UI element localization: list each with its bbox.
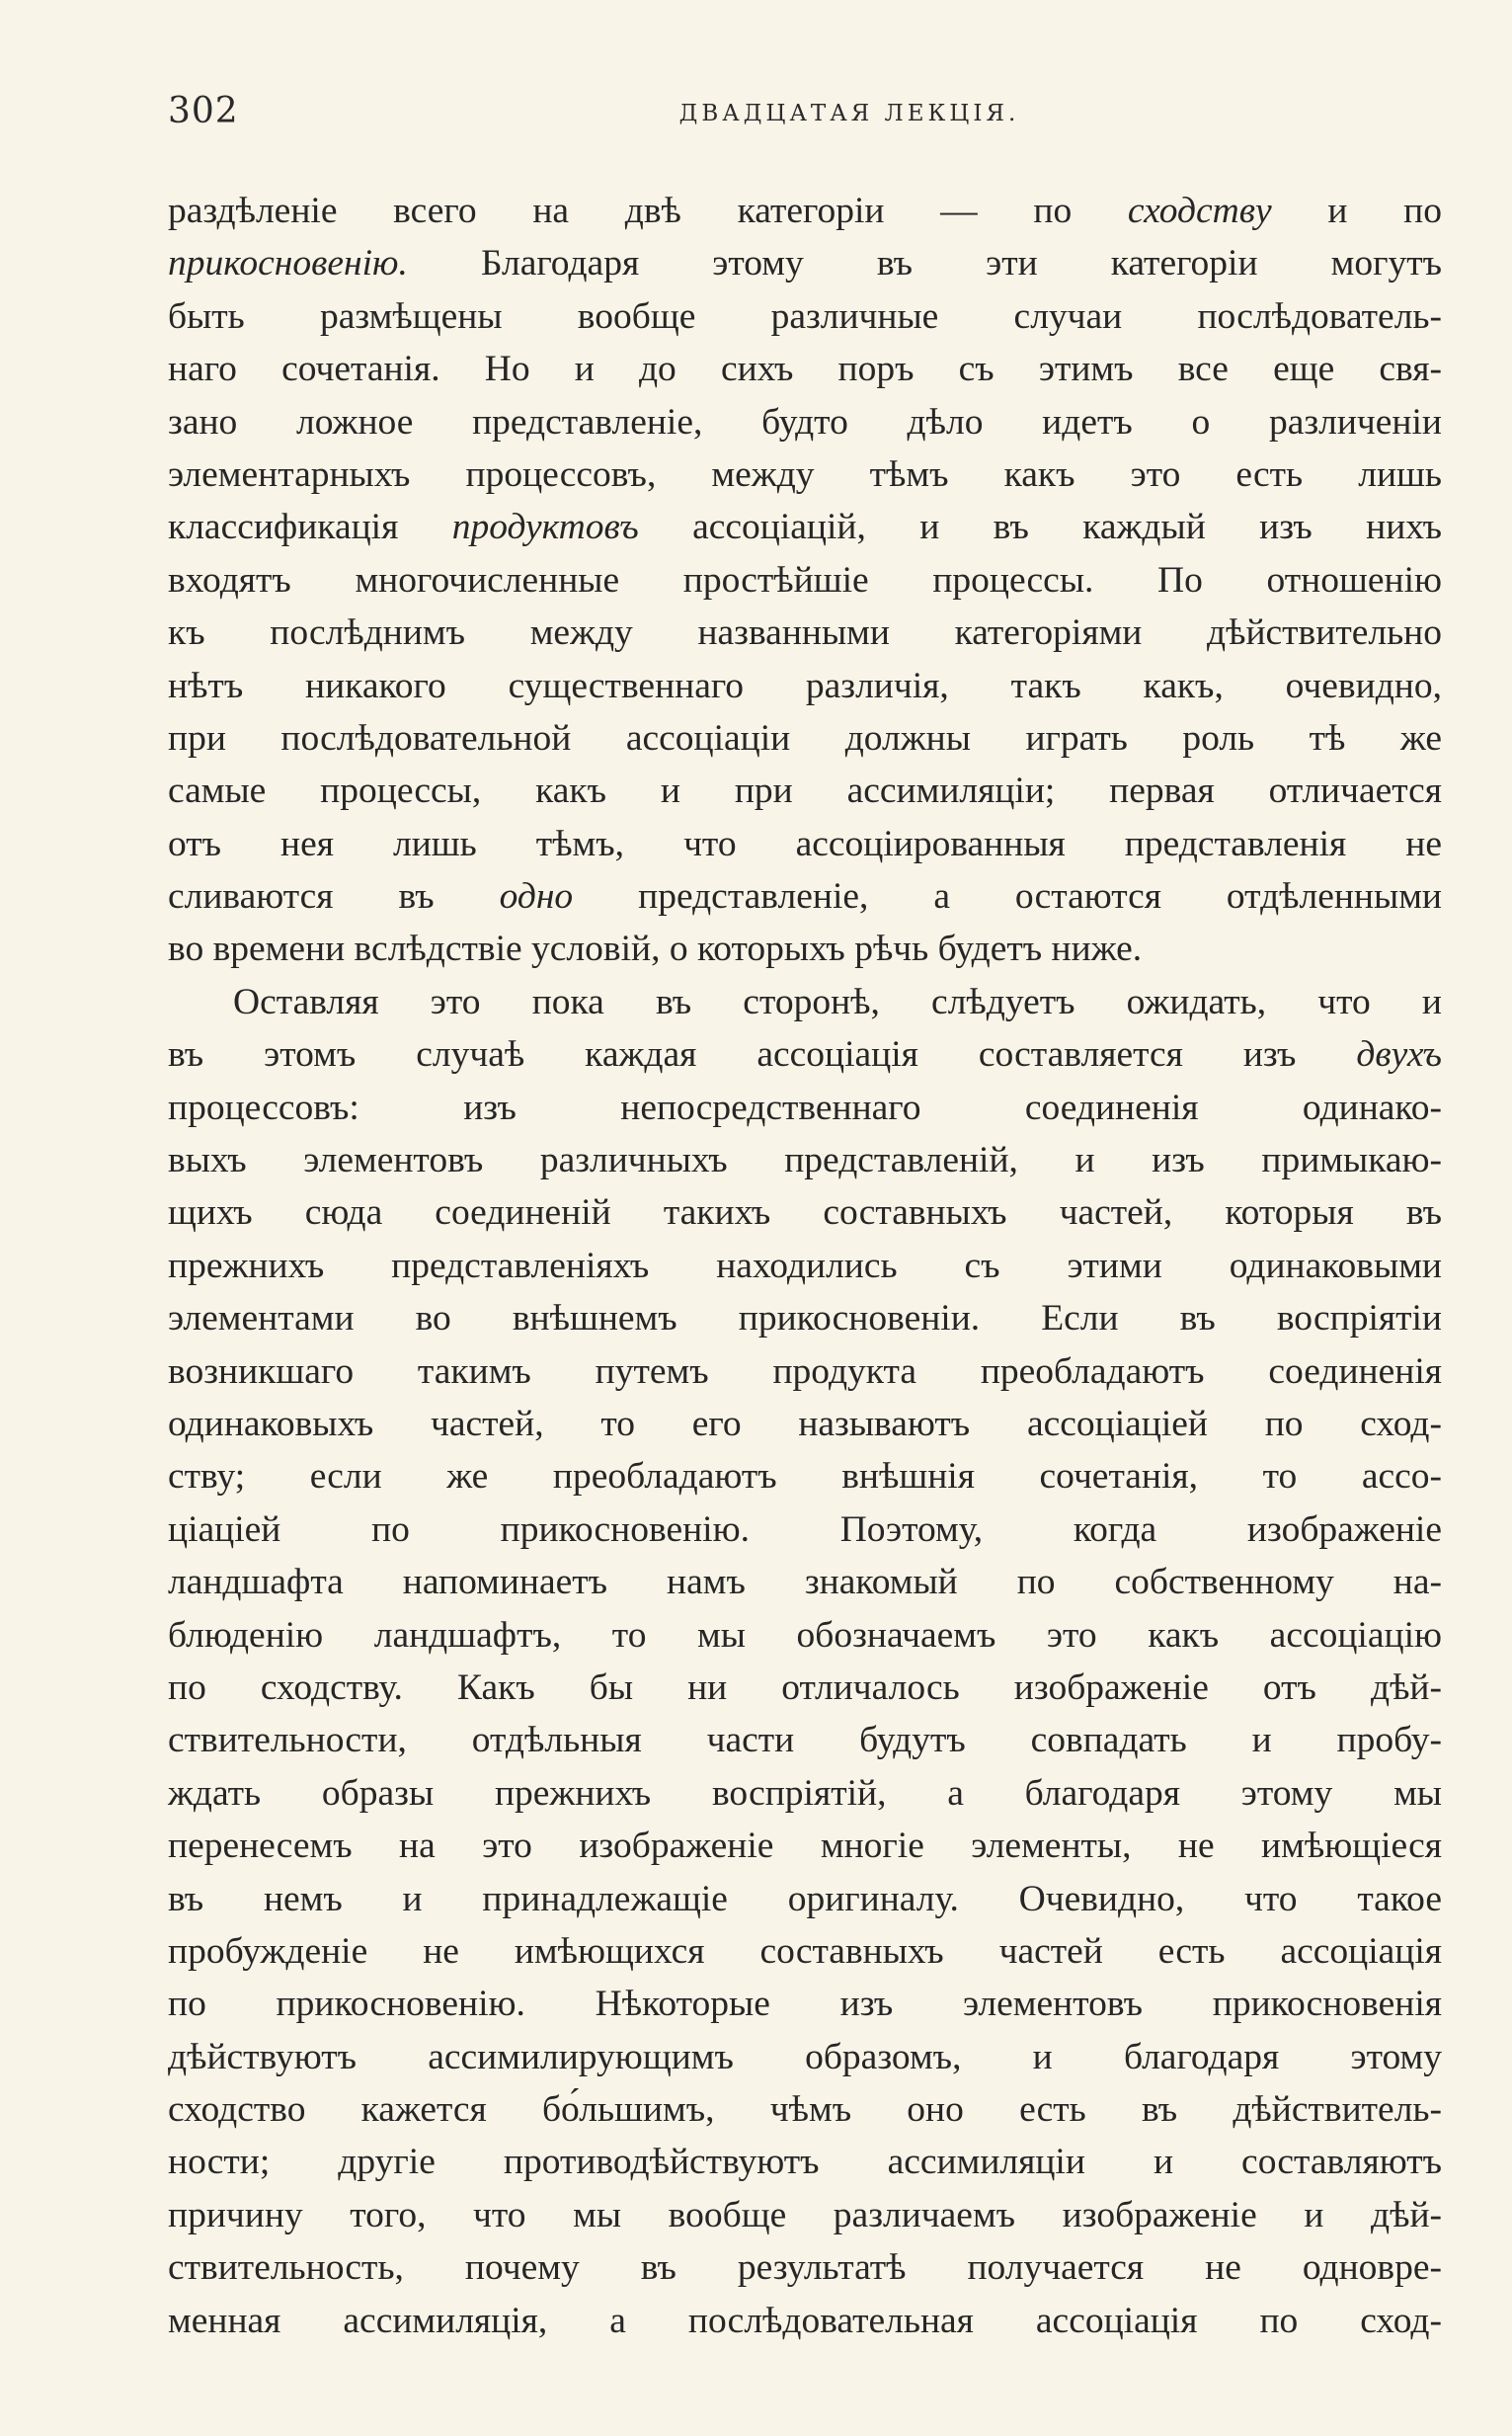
text-line: нѣтъ никакого существеннаго различія, такъ какъ, очевидно, — [168, 665, 1442, 706]
text-line: зано ложное представленіе, будто дѣло идетъ о различеніи — [168, 401, 1442, 443]
text-line: въ немъ и принадлежащіе оригиналу. Очевидно, что такое — [168, 1878, 1442, 1919]
text-line: менная ассимиляція, а послѣдовательная ассоціація по сход- — [168, 2300, 1442, 2341]
text-line: при послѣдовательной ассоціаціи должны играть роль тѣ же — [168, 717, 1442, 759]
text-line: по прикосновенію. Нѣкоторые изъ элементовъ прикосновенія — [168, 1984, 1442, 2025]
text-line: раздѣленіе всего на двѣ категоріи — по сходству и по — [168, 191, 1442, 231]
text-line: причину того, что мы вообще различаемъ изображеніе и дѣй- — [168, 2194, 1442, 2235]
page-header — [168, 91, 1442, 150]
text-line: быть размѣщены вообще различные случаи послѣдователь- — [168, 295, 1442, 337]
text-line: во времени вслѣдствіе условій, о которыхъ рѣчь будетъ ниже. — [168, 929, 1143, 970]
text-line: перенесемъ на это изображеніе многіе элементы, не имѣющіеся — [168, 1826, 1442, 1867]
text-line: ландшафта напоминаетъ намъ знакомый по собственному на- — [168, 1562, 1442, 1603]
text-line: выхъ элементовъ различныхъ представленій, и изъ примыкаю- — [168, 1140, 1442, 1181]
text-line: классификація продуктовъ ассоціацій, и въ каждый изъ нихъ — [168, 507, 1442, 548]
text-line: ности; другіе противодѣйствуютъ ассимиляціи и составляютъ — [168, 2142, 1442, 2183]
text-line: ствительности, отдѣльныя части будутъ совпадать и пробу- — [168, 1720, 1442, 1761]
text-line: блюденію ландшафтъ, то мы обозначаемъ это какъ ассоціацію — [168, 1614, 1442, 1656]
text-line: одинаковыхъ частей, то его называютъ ассоціаціей по сход- — [168, 1403, 1442, 1444]
text-line: наго сочетанія. Но и до сихъ поръ съ этимъ все еще свя- — [168, 349, 1442, 390]
text-line: ціаціей по прикосновенію. Поэтому, когда изображеніе — [168, 1508, 1442, 1550]
text-line: прикосновенію. Благодаря этому въ эти категоріи могутъ — [168, 243, 1442, 284]
text-line: сходство кажется бо́льшимъ, чѣмъ оно есть въ дѣйствитель- — [168, 2089, 1442, 2131]
text-line: ствительность, почему въ результатѣ получается не одновре- — [168, 2247, 1442, 2289]
text-line: ждать образы прежнихъ воспріятій, а благодаря этому мы — [168, 1772, 1442, 1814]
text-line: дѣйствуютъ ассимилирующимъ образомъ, и благодаря этому — [168, 2036, 1442, 2077]
text-line: въ этомъ случаѣ каждая ассоціація составляется изъ двухъ — [168, 1034, 1442, 1076]
text-line: самые процессы, какъ и при ассимиляціи; первая отличается — [168, 771, 1442, 812]
text-line: пробужденіе не имѣющихся составныхъ частей есть ассоціація — [168, 1930, 1442, 1972]
text-line: элементами во внѣшнемъ прикосновеніи. Если въ воспріятіи — [168, 1298, 1442, 1340]
body-text — [168, 185, 1442, 2347]
text-line: прежнихъ представленіяхъ находились съ этими одинаковыми — [168, 1245, 1442, 1286]
page-number: 302 — [168, 91, 239, 131]
text-line: сливаются въ одно представленіе, а остаются отдѣленными — [168, 876, 1442, 918]
text-line: ству; если же преобладаютъ внѣшнія сочетанія, то ассо- — [168, 1456, 1442, 1498]
text-line: къ послѣднимъ между названными категоріями дѣйствительно — [168, 612, 1442, 654]
text-line: по сходству. Какъ бы ни отличалось изображеніе отъ дѣй- — [168, 1666, 1442, 1708]
text-line: элементарныхъ процессовъ, между тѣмъ какъ это есть лишь — [168, 453, 1442, 495]
text-line: Оставляя это пока въ сторонѣ, слѣдуетъ ожидать, что и — [233, 981, 1442, 1022]
text-line: щихъ сюда соединеній такихъ составныхъ частей, которыя въ — [168, 1192, 1442, 1234]
running-title: ДВАДЦАТАЯ ЛЕКЦIЯ. — [678, 101, 1020, 126]
text-line: возникшаго такимъ путемъ продукта преобладаютъ соединенія — [168, 1350, 1442, 1392]
text-line: отъ нея лишь тѣмъ, что ассоціированныя представленія не — [168, 823, 1442, 864]
text-line: входятъ многочисленные простѣйшіе процессы. По отношенію — [168, 559, 1442, 601]
text-line: процессовъ: изъ непосредственнаго соединенія одинако- — [168, 1087, 1442, 1128]
